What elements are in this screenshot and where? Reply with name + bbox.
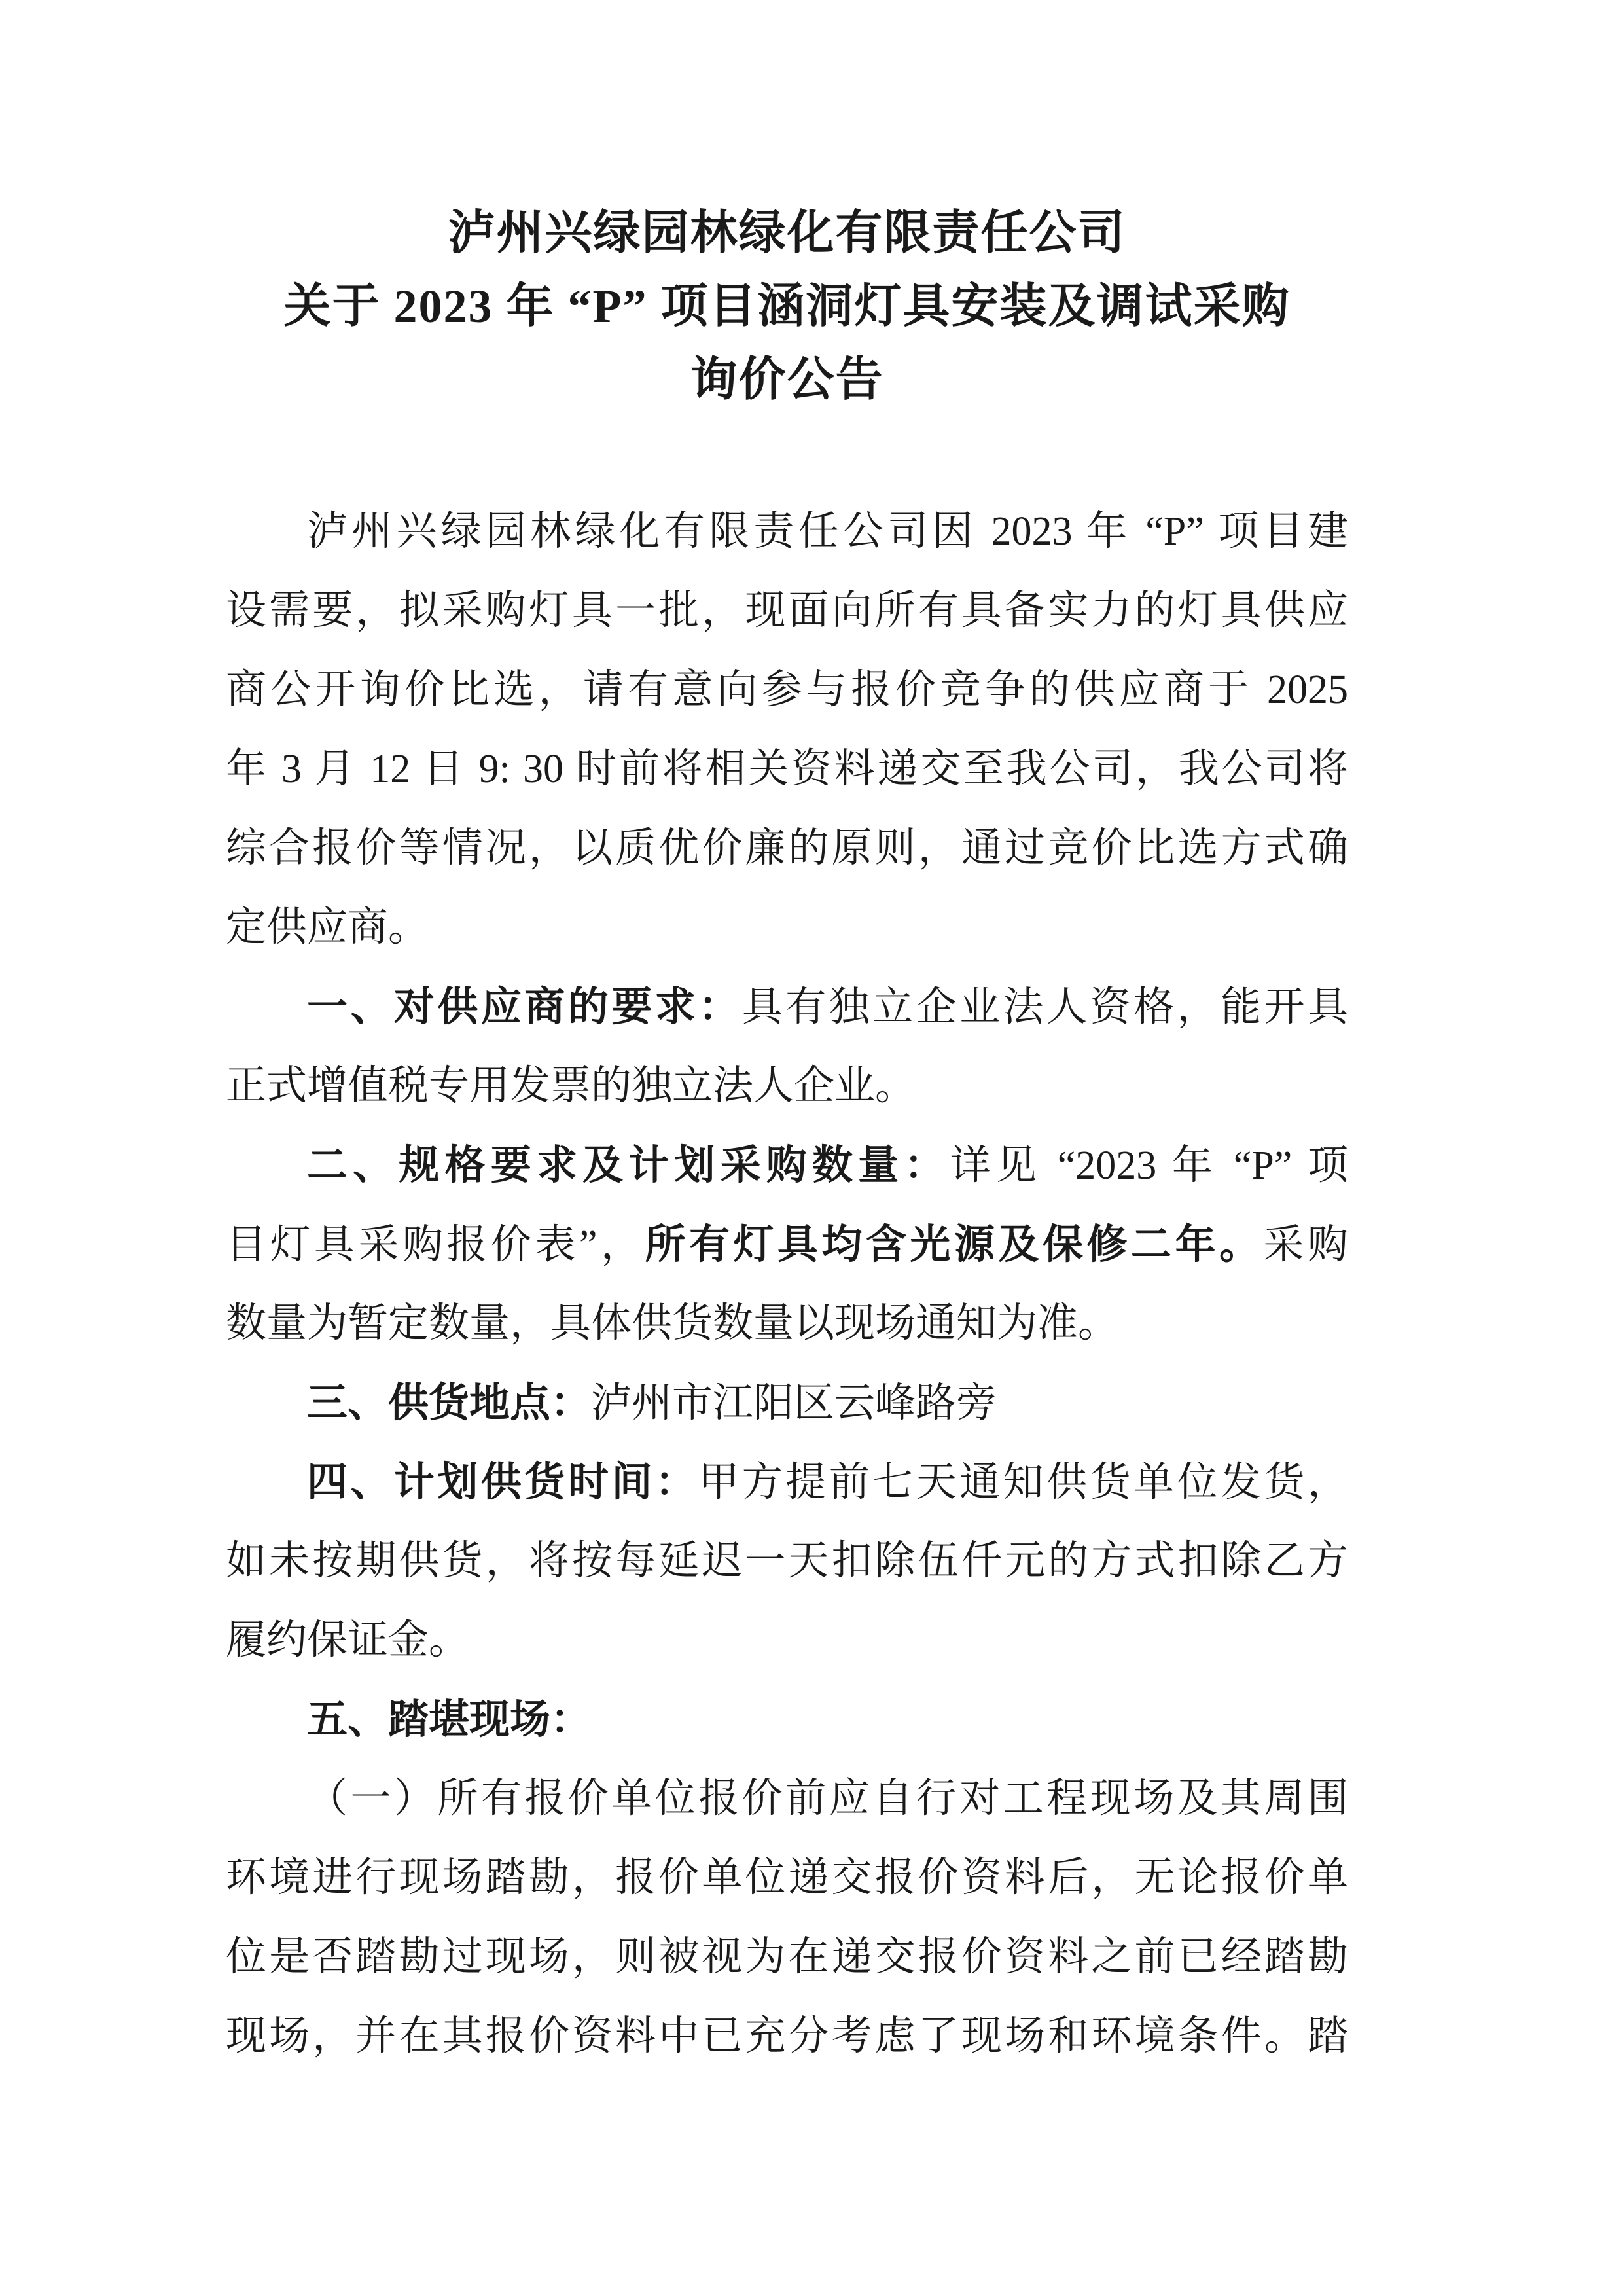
body-line bbox=[226, 1997, 1348, 2076]
document-title bbox=[226, 196, 1348, 416]
text-segment: 目灯具采购报价表”， bbox=[226, 1223, 645, 1267]
title-line: 泸州兴绿园林绿化有限责任公司 bbox=[448, 207, 1126, 259]
body-line bbox=[226, 1443, 1348, 1522]
body-line bbox=[226, 1126, 1348, 1205]
text-segment: 定供应商。 bbox=[226, 905, 429, 950]
text-segment: 综合报价等情况，以质优价廉的原则，通过竞价比选方式确 bbox=[226, 826, 1348, 870]
text-segment: 甲方提前七天通知供货单位发货， bbox=[698, 1460, 1348, 1505]
text-segment: 设需要，拟采购灯具一批，现面向所有具备实力的灯具供应 bbox=[226, 588, 1348, 633]
body-line bbox=[226, 492, 1348, 571]
text-segment: 如未按期供货，将按每延迟一天扣除伍仟元的方式扣除乙方 bbox=[226, 1539, 1348, 1583]
document-body bbox=[226, 492, 1348, 2076]
text-segment: 采购 bbox=[1263, 1223, 1348, 1267]
text-segment: 商公开询价比选，请有意向参与报价竞争的供应商于 2025 bbox=[226, 668, 1348, 712]
text-segment: 现场，并在其报价资料中已充分考虑了现场和环境条件。踏 bbox=[226, 2014, 1348, 2058]
text-segment: 位是否踏勘过现场，则被视为在递交报价资料之前已经踏勘 bbox=[226, 1935, 1348, 1979]
title-line: 询价公告 bbox=[690, 353, 884, 406]
bold-text-segment: 一、对供应商的要求： bbox=[307, 984, 742, 1030]
body-line bbox=[226, 571, 1348, 651]
body-line bbox=[226, 730, 1348, 809]
body-line bbox=[226, 888, 1348, 967]
text-segment: 具有独立企业法人资格，能开具 bbox=[741, 985, 1348, 1030]
body-line bbox=[226, 651, 1348, 730]
bold-text-segment: 三、供货地点： bbox=[307, 1380, 592, 1426]
bold-text-segment: 所有灯具均含光源及保修二年。 bbox=[645, 1222, 1264, 1267]
text-segment: 环境进行现场踏勘，报价单位递交报价资料后，无论报价单 bbox=[226, 1856, 1348, 1900]
body-line bbox=[226, 1284, 1348, 1363]
body-line bbox=[226, 1363, 1348, 1443]
bold-text-segment: 五、踏堪现场： bbox=[307, 1697, 592, 1742]
bold-text-segment: 二、规格要求及计划采购数量： bbox=[307, 1143, 950, 1188]
body-line bbox=[226, 1680, 1348, 1759]
body-line bbox=[226, 967, 1348, 1047]
title-line: 关于 2023 年 “P” 项目涵洞灯具安装及调试采购 bbox=[283, 280, 1291, 332]
bold-text-segment: 四、计划供货时间： bbox=[307, 1460, 699, 1505]
text-segment: 泸州市江阳区云峰路旁 bbox=[591, 1381, 997, 1426]
text-segment: 履约保证金。 bbox=[226, 1618, 470, 1662]
body-line bbox=[226, 809, 1348, 888]
body-line bbox=[226, 1839, 1348, 1918]
body-line bbox=[226, 1918, 1348, 1997]
body-line bbox=[226, 1205, 1348, 1284]
text-segment: （一）所有报价单位报价前应自行对工程现场及其周围 bbox=[307, 1776, 1348, 1821]
text-segment: 数量为暂定数量，具体供货数量以现场通知为准。 bbox=[226, 1301, 1119, 1346]
body-line bbox=[226, 1601, 1348, 1680]
body-line bbox=[226, 1047, 1348, 1126]
body-line bbox=[226, 1759, 1348, 1839]
text-segment: 正式增值税专用发票的独立法人企业。 bbox=[226, 1064, 916, 1108]
text-segment: 年 3 月 12 日 9: 30 时前将相关资料递交至我公司，我公司将 bbox=[226, 747, 1348, 791]
text-segment: 泸州兴绿园林绿化有限责任公司因 2023 年 “P” 项目建 bbox=[307, 509, 1348, 554]
text-segment: 详见 “2023 年 “P” 项 bbox=[950, 1143, 1348, 1188]
body-line bbox=[226, 1522, 1348, 1601]
